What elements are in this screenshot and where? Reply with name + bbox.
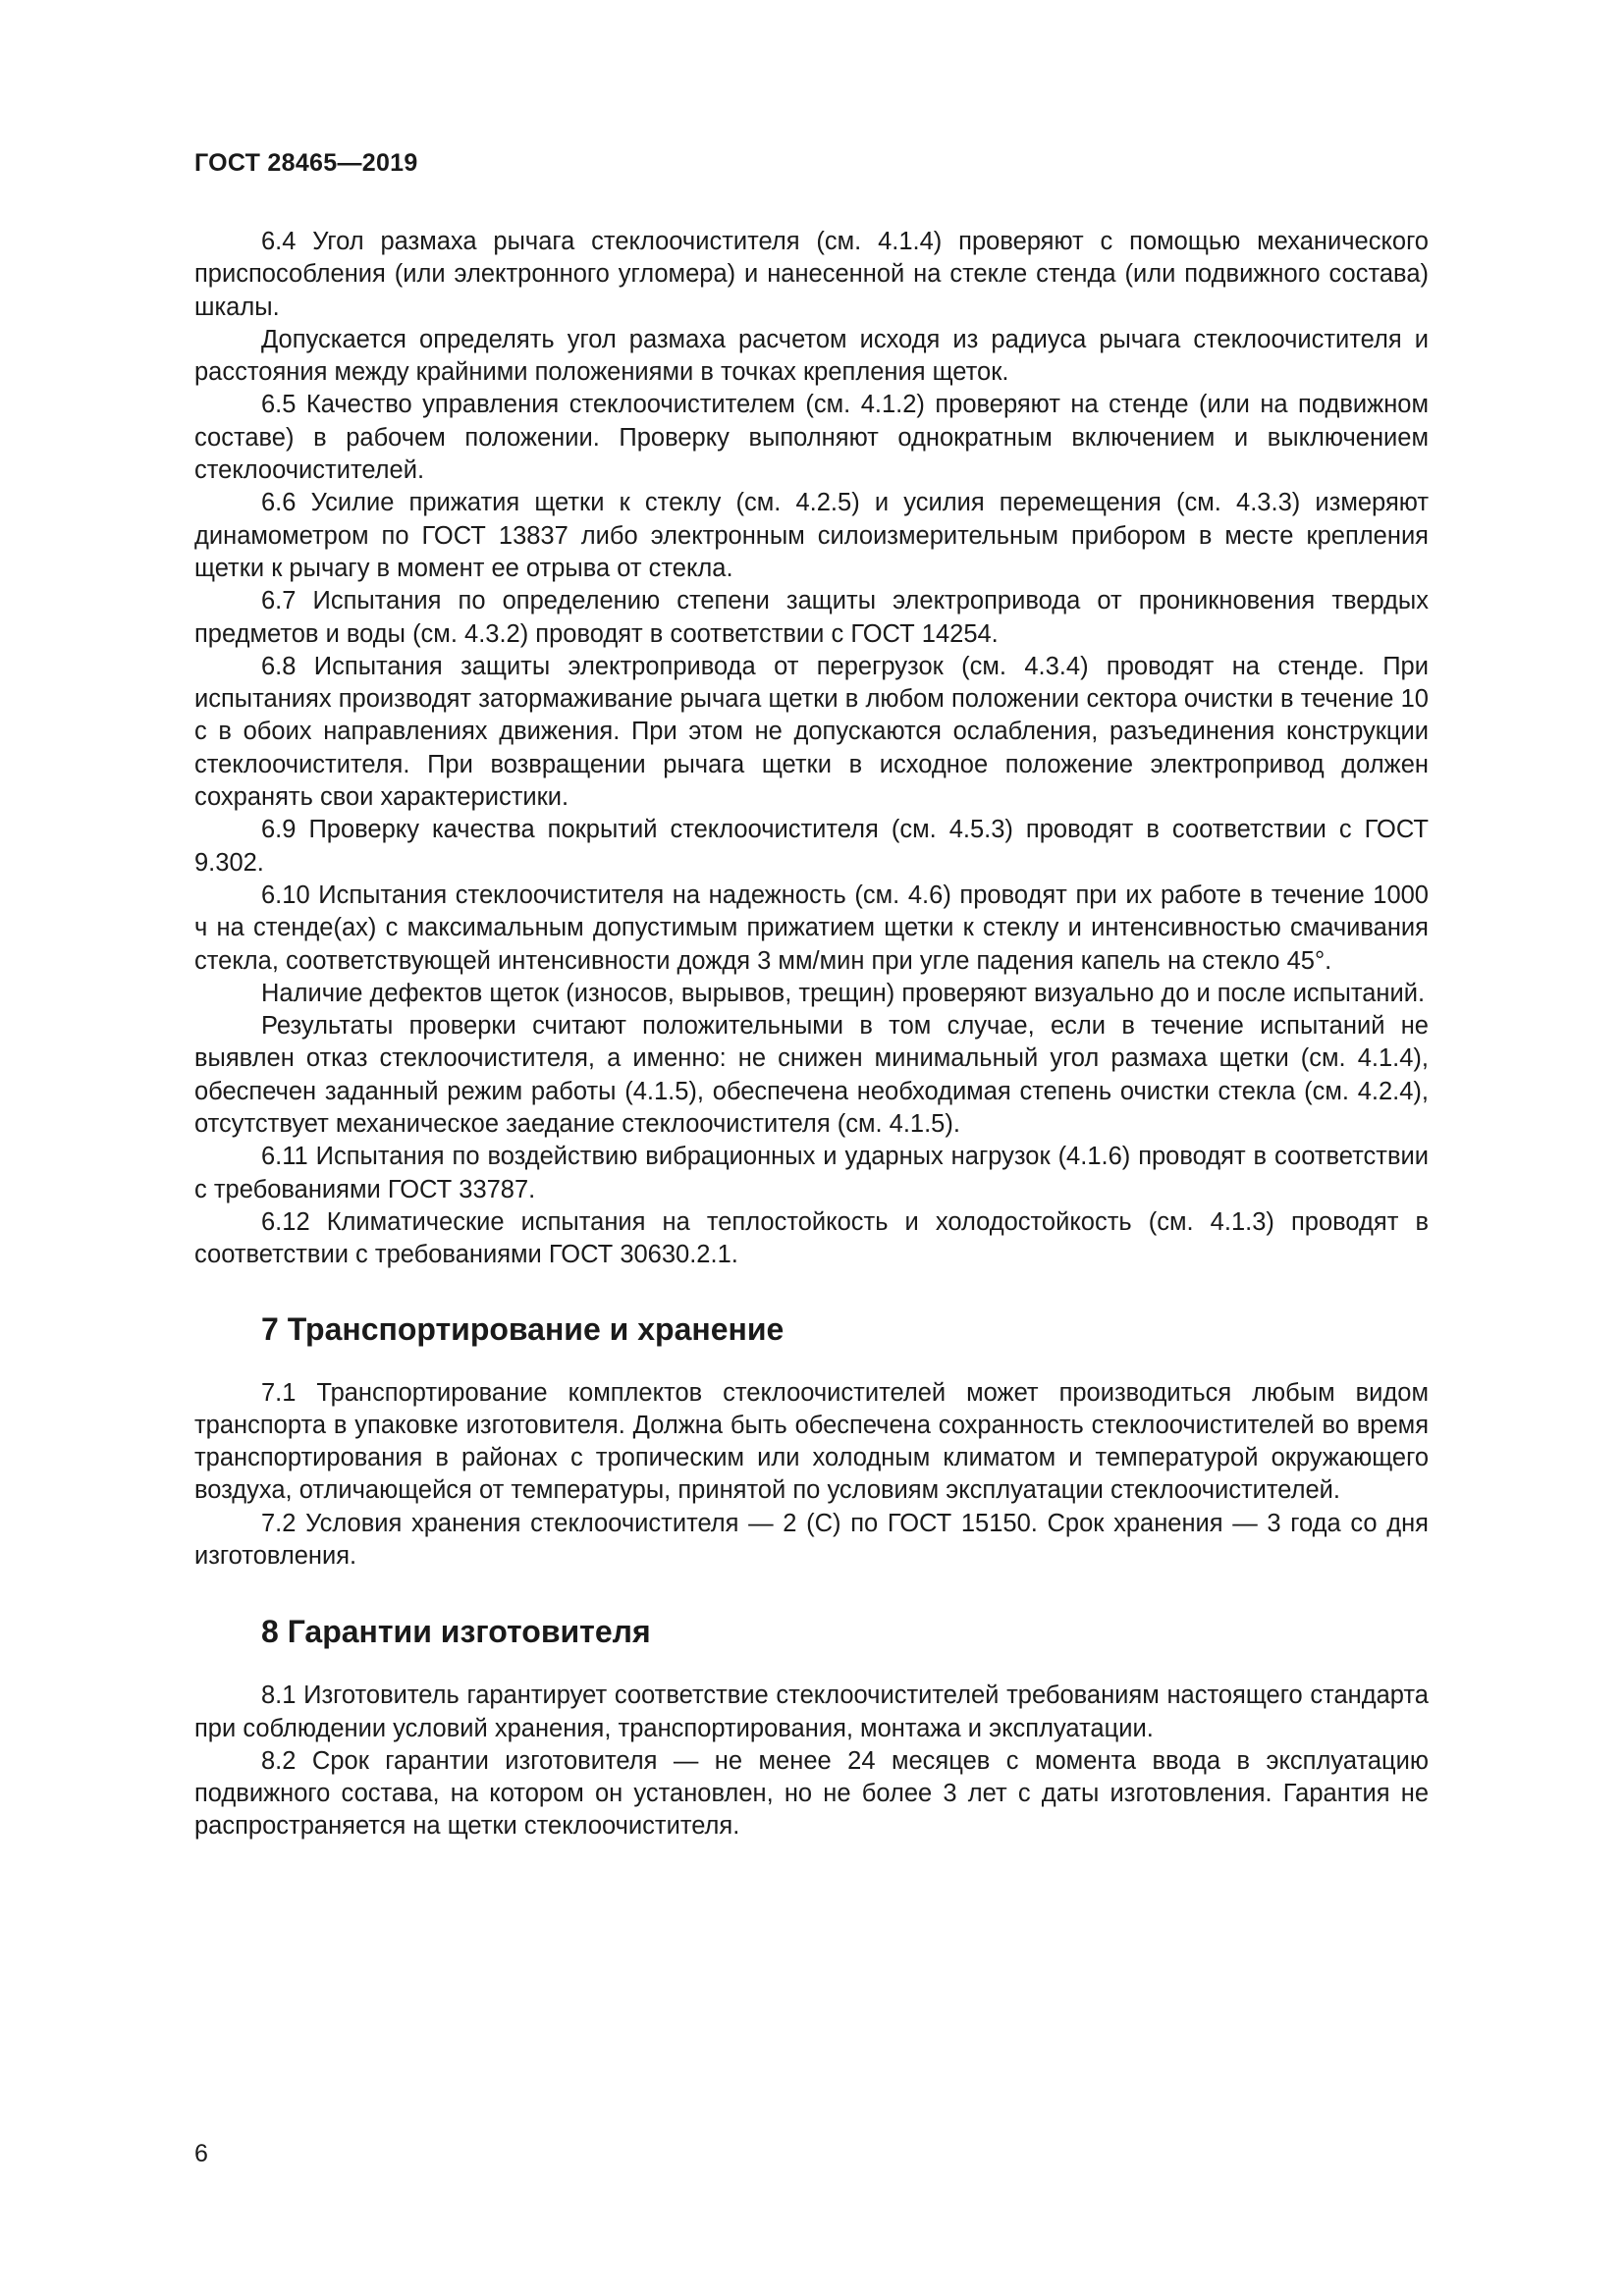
section-8-body <box>194 1680 1429 1842</box>
paragraph-6-9: 6.9 Проверку качества покрытий стеклоочистителя (см. 4.5.3) проводят в соответствии с ГОСТ 9.302. <box>194 816 1429 877</box>
paragraph-7-1: 7.1 Транспортирование комплектов стеклоочистителей может производиться любым видом транспорта в упаковке изготовителя. Должна быть обеспечена сохранность стеклоочистителей во время транспортирования в районах с тропическим или холодным климатом и температурой окружающего воздуха, отличающейся от температуры, принятой по условиям эксплуатации стеклоочистителей. <box>194 1378 1429 1505</box>
paragraph-6-7: 6.7 Испытания по определению степени защиты электропривода от проникновения твердых предметов и воды (см. 4.3.2) проводят в соответствии с ГОСТ 14254. <box>194 587 1429 648</box>
section-7-heading: 7 Транспортирование и хранение <box>261 1310 785 1347</box>
paragraph-6-4-note: Допускается определять угол размаха расчетом исходя из радиуса рычага стеклоочистителя и расстояния между крайними положениями в точках крепления щеток. <box>194 325 1429 387</box>
section-8-heading: 8 Гарантии изготовителя <box>261 1614 651 1650</box>
paragraph-6-6: 6.6 Усилие прижатия щетки к стеклу (см. 4.2.5) и усилия перемещения (см. 4.3.3) измеряют динамометром по ГОСТ 13837 либо электронным силоизмерительным прибором в месте крепления щетки к рычагу в момент ее отрыва от стекла. <box>194 489 1429 582</box>
paragraph-6-5: 6.5 Качество управления стеклоочистителем (см. 4.1.2) проверяют на стенде (или на подвижном составе) в рабочем положении. Проверку выполняют однократным включением и выключением стеклоочистителей. <box>194 391 1429 485</box>
paragraph-6-10-defects: Наличие дефектов щеток (износов, вырывов, трещин) проверяют визуально до и после испытаний. <box>261 979 1426 1007</box>
paragraph-6-12: 6.12 Климатические испытания на теплостойкость и холодостойкость (см. 4.1.3) проводят в соответствии с требованиями ГОСТ 30630.2.1. <box>194 1207 1429 1269</box>
section-7-body <box>194 1377 1429 1574</box>
paragraph-6-4: 6.4 Угол размаха рычага стеклоочистителя (см. 4.1.4) проверяют с помощью механического приспособления (или электронного угломера) и нанесенной на стекле стенда (или подвижного состава) шкалы. <box>194 228 1429 321</box>
page-content <box>194 226 1429 1843</box>
document-header: ГОСТ 28465—2019 <box>194 149 418 177</box>
paragraph-6-10: 6.10 Испытания стеклоочистителя на надежность (см. 4.6) проводят при их работе в течение 1000 ч на стенде(ах) с максимальным допустимым прижатием щетки к стеклу и интенсивностью смачивания стекла, соответствующей интенсивности дождя 3 мм/мин при угле падения капель на стекло 45°. <box>194 881 1429 975</box>
paragraph-6-10-results: Результаты проверки считают положительными в том случае, если в течение испытаний не выявлен отказ стеклоочистителя, а именно: не снижен минимальный угол размаха щетки (см. 4.1.4), обеспечен заданный режим работы (4.1.5), обеспечена необходимая степень очистки стекла (см. 4.2.4), отсутствует механическое заедание стеклоочистителя (см. 4.1.5). <box>194 1012 1429 1139</box>
paragraph-6-11: 6.11 Испытания по воздействию вибрационных и ударных нагрузок (4.1.6) проводят в соответствии с требованиями ГОСТ 33787. <box>194 1143 1429 1203</box>
paragraph-7-2: 7.2 Условия хранения стеклоочистителя — 2 (С) по ГОСТ 15150. Срок хранения — 3 года со дня изготовления. <box>194 1509 1429 1570</box>
paragraph-6-8: 6.8 Испытания защиты электропривода от перегрузок (см. 4.3.4) проводят на стенде. При испытаниях производят затормаживание рычага щетки в любом положении сектора очистки в течение 10 с в обоих направлениях движения. При этом не допускаются ослабления, разъединения конструкции стеклоочистителя. При возвращении рычага щетки в исходное положение электропривод должен сохранять свои характеристики. <box>194 652 1429 812</box>
section-6-body <box>194 226 1429 1272</box>
page-number: 6 <box>194 2140 208 2167</box>
paragraph-8-1: 8.1 Изготовитель гарантирует соответствие стеклоочистителей требованиям настоящего стандарта при соблюдении условий хранения, транспортирования, монтажа и эксплуатации. <box>194 1682 1429 1742</box>
paragraph-8-2: 8.2 Срок гарантии изготовителя — не менее 24 месяцев с момента ввода в эксплуатацию подвижного состава, на котором он установлен, но не более 3 лет с даты изготовления. Гарантия не распространяется на щетки стеклоочистителя. <box>194 1746 1429 1841</box>
